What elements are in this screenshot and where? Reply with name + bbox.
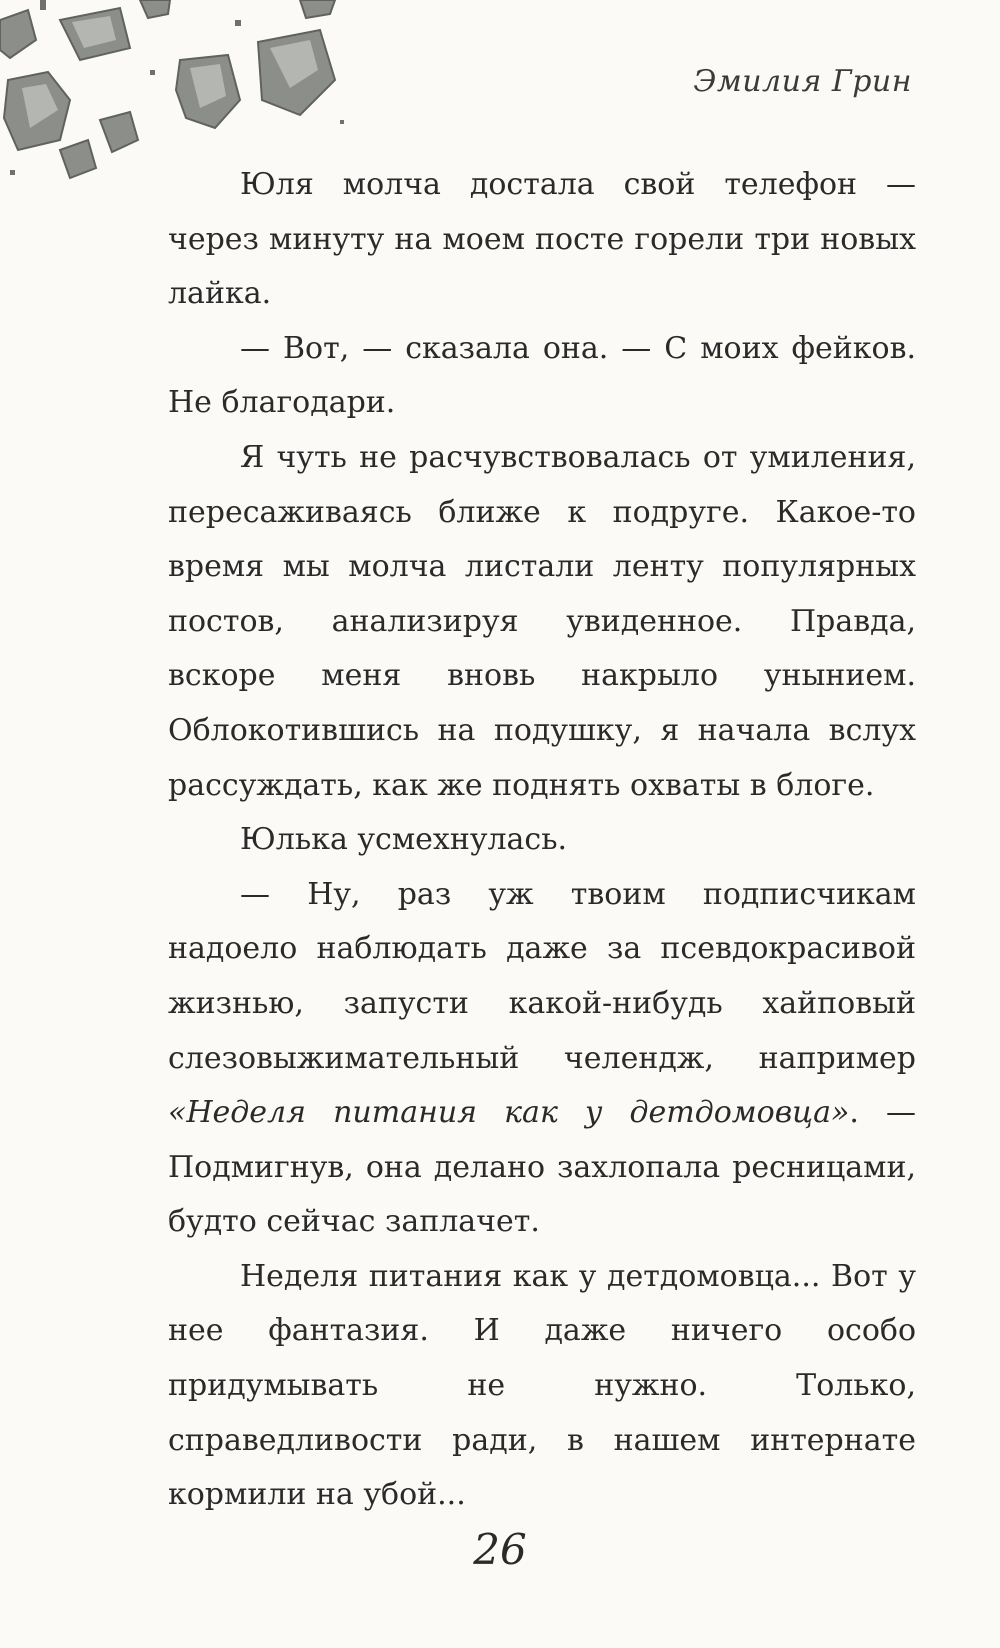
- paragraph: Неделя питания как у детдомовца... Вот у нее фантазия. И даже ничего особо придумывать не нужно. Только, справедливости ради, в нашем интернате кормили на убой...: [168, 1258, 916, 1513]
- paragraph: Юлька усмехнулась.: [240, 822, 568, 858]
- paragraph: Юля молча достала свой телефон — через минуту на моем посте горели три новых лайка.: [168, 167, 916, 312]
- body-text: [168, 158, 916, 1523]
- page-number: 26: [473, 1525, 527, 1574]
- paragraph: Я чуть не расчувствовалась от умиления, пересаживаясь ближе к подруге. Какое-то время мы молча листали ленту популярных постов, анализируя увиденное. Правда, вскоре меня вновь накрыло унынием. Облокотившись на подушку, я начала вслух рассуждать, как же поднять охваты в блоге.: [168, 439, 916, 803]
- running-header-author: Эмилия Грин: [693, 64, 912, 99]
- paragraph: — Ну, раз уж твоим подписчикам надоело наблюдать даже за псевдокрасивой жизнью, запусти какой-нибудь хайповый слезовыжимательный челендж, например «Неделя питания как у детдомовца». — Подмигнув, она делано захлопала ресницами, будто сейчас заплачет.: [168, 876, 917, 1240]
- paragraph: — Вот, — сказала она. — С моих фейков. Не благодари.: [168, 330, 916, 421]
- italic-phrase: «Неделя питания как у детдомовца»: [168, 1095, 850, 1131]
